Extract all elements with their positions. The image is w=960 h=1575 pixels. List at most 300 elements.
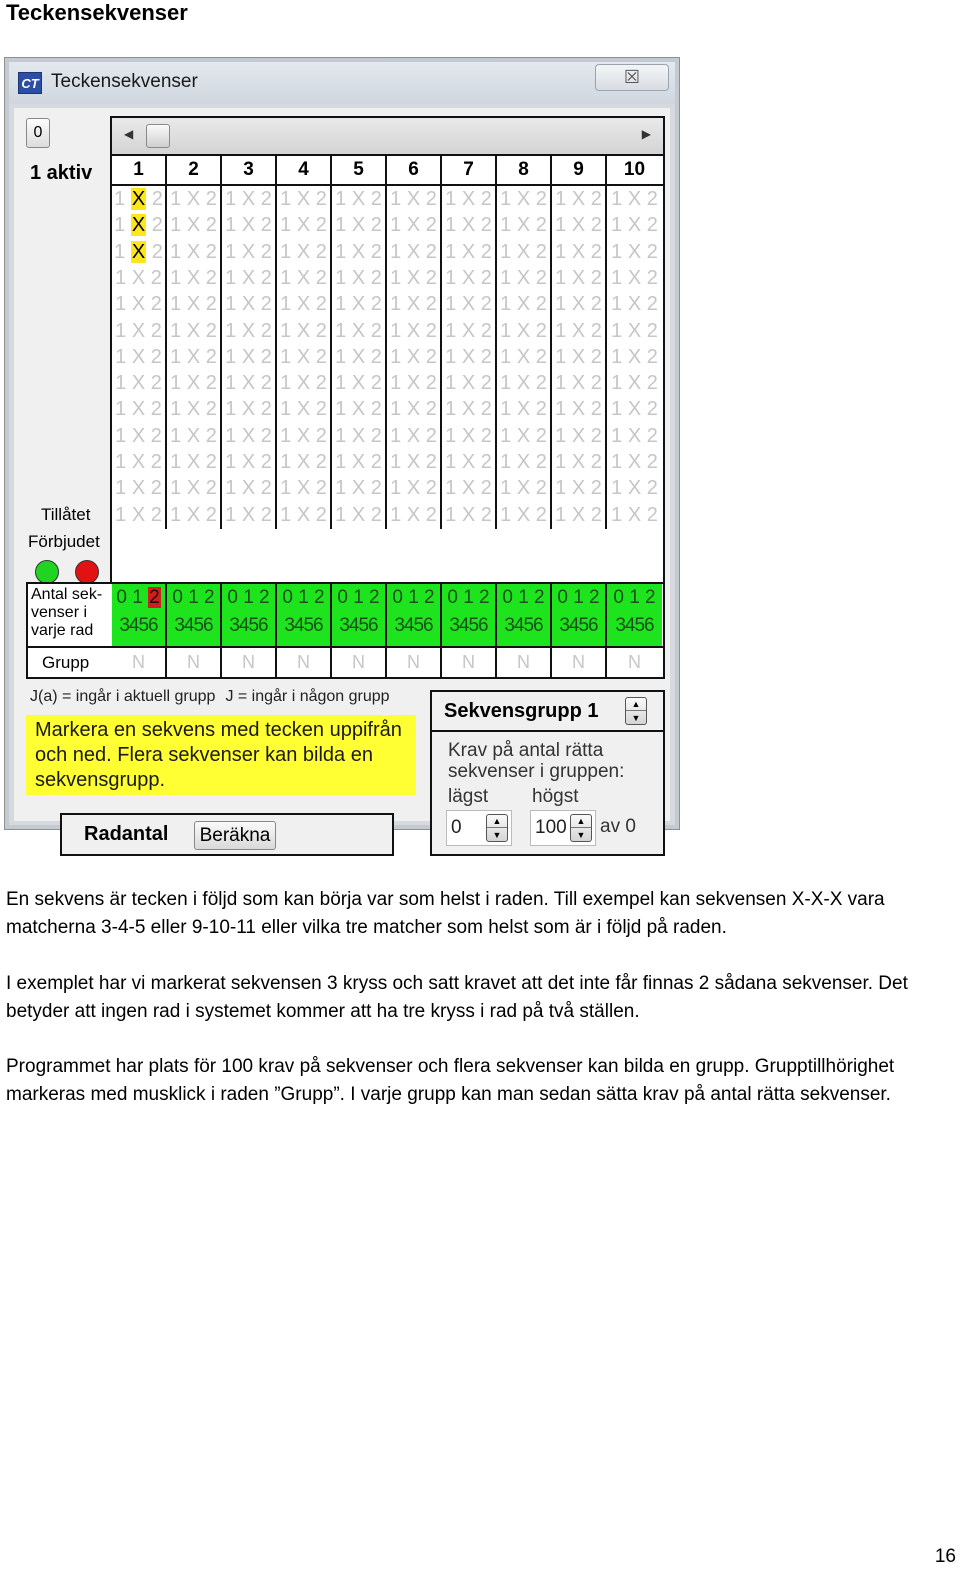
cell-option[interactable]: 2: [370, 424, 382, 447]
grid-cell[interactable]: [332, 344, 387, 371]
cell-option[interactable]: X: [461, 424, 476, 447]
cell-option[interactable]: 1: [611, 240, 623, 263]
cell-option[interactable]: 1: [500, 398, 512, 421]
grid-cell[interactable]: [442, 291, 497, 318]
cell-option[interactable]: X: [406, 214, 421, 237]
cell-option[interactable]: 2: [535, 293, 547, 316]
grid-cell[interactable]: [277, 344, 332, 371]
antal-cell[interactable]: [497, 584, 552, 646]
cell-option[interactable]: X: [186, 503, 201, 526]
antal-options-top[interactable]: 0 1 2: [116, 587, 160, 608]
cell-option[interactable]: 1: [611, 214, 623, 237]
antal-options-bottom[interactable]: 3456: [119, 615, 158, 636]
cell-option[interactable]: 2: [205, 319, 217, 342]
cell-option[interactable]: X: [186, 188, 201, 210]
cell-option[interactable]: 2: [260, 293, 272, 316]
grid-cell[interactable]: [277, 370, 332, 397]
cell-option[interactable]: 2: [370, 293, 382, 316]
grid-cell[interactable]: [552, 423, 607, 450]
cell-option[interactable]: 2: [646, 398, 658, 421]
cell-option[interactable]: 2: [480, 240, 492, 263]
grid-cell[interactable]: [277, 502, 332, 529]
cell-option[interactable]: 1: [335, 266, 347, 289]
cell-option[interactable]: 2: [150, 424, 162, 447]
cell-option[interactable]: 1: [225, 293, 237, 316]
grid-cell[interactable]: [112, 396, 167, 423]
grid-cell[interactable]: [387, 449, 442, 476]
grid-cell[interactable]: [277, 475, 332, 502]
cell-option[interactable]: X: [186, 398, 201, 421]
grid-cell[interactable]: [222, 396, 277, 423]
grid-cell[interactable]: [167, 265, 222, 292]
cell-option[interactable]: 1: [390, 266, 402, 289]
lagst-spinner[interactable]: [486, 814, 508, 842]
cell-option[interactable]: 2: [425, 188, 437, 210]
antal-options-top[interactable]: 0 1 2: [392, 587, 435, 608]
cell-option[interactable]: 2: [425, 345, 437, 368]
cell-option[interactable]: 2: [205, 345, 217, 368]
antal-cell[interactable]: [387, 584, 442, 646]
cell-option[interactable]: X: [351, 188, 366, 210]
grid-cell[interactable]: [552, 291, 607, 318]
grid-cell[interactable]: [552, 475, 607, 502]
cell-option[interactable]: 1: [170, 372, 182, 395]
cell-option[interactable]: 2: [425, 503, 437, 526]
cell-option[interactable]: 2: [535, 240, 547, 263]
cell-option[interactable]: 1: [555, 398, 567, 421]
group-spinner[interactable]: [625, 697, 647, 725]
cell-option[interactable]: X: [241, 503, 256, 526]
cell-option[interactable]: X: [516, 503, 531, 526]
cell-option[interactable]: 1: [555, 214, 567, 237]
grid-cell[interactable]: [497, 239, 552, 266]
cell-option[interactable]: X: [296, 293, 311, 316]
grid-cell[interactable]: [277, 318, 332, 345]
cell-option[interactable]: 1: [225, 319, 237, 342]
grid-cell[interactable]: [387, 370, 442, 397]
antal-options-top[interactable]: 0 1 2: [502, 587, 545, 608]
cell-option[interactable]: 2: [590, 214, 602, 237]
cell-option[interactable]: X: [241, 240, 256, 263]
grid-cell[interactable]: [167, 212, 222, 239]
cell-option[interactable]: 1: [445, 398, 457, 421]
cell-option[interactable]: 1: [611, 319, 623, 342]
grid-cell[interactable]: [112, 475, 167, 502]
grid-cell[interactable]: [607, 291, 662, 318]
cell-option[interactable]: 2: [205, 266, 217, 289]
grid-cell[interactable]: [332, 370, 387, 397]
cell-option[interactable]: 1: [170, 345, 182, 368]
cell-option[interactable]: 2: [480, 398, 492, 421]
cell-option[interactable]: X: [516, 398, 531, 421]
cell-option[interactable]: 2: [590, 266, 602, 289]
cell-option[interactable]: 2: [205, 477, 217, 500]
cell-option[interactable]: 2: [260, 477, 272, 500]
cell-option[interactable]: 2: [535, 214, 547, 237]
cell-option[interactable]: 1: [445, 188, 457, 210]
spin-up-icon[interactable]: ▲: [626, 698, 646, 711]
cell-option[interactable]: 1: [115, 424, 127, 447]
cell-option[interactable]: X: [351, 451, 366, 473]
cell-option[interactable]: X: [627, 240, 642, 263]
grid-cell[interactable]: [222, 239, 277, 266]
cell-option[interactable]: X: [296, 266, 311, 289]
close-button[interactable]: ☒: [595, 64, 669, 91]
cell-option[interactable]: X: [241, 345, 256, 368]
cell-option[interactable]: 1: [445, 240, 457, 263]
cell-option[interactable]: 2: [260, 188, 272, 210]
cell-option[interactable]: 1: [555, 345, 567, 368]
grid-cell[interactable]: [607, 318, 662, 345]
cell-option[interactable]: 2: [315, 240, 327, 263]
grid-cell[interactable]: [607, 344, 662, 371]
cell-option[interactable]: X: [241, 293, 256, 316]
cell-option[interactable]: X: [627, 293, 642, 316]
cell-option[interactable]: 1: [500, 503, 512, 526]
grid-cell[interactable]: [167, 318, 222, 345]
cell-option[interactable]: 1: [445, 372, 457, 395]
spin-down-icon[interactable]: ▼: [576, 830, 586, 840]
cell-option[interactable]: 2: [370, 503, 382, 526]
grid-cell[interactable]: [552, 239, 607, 266]
cell-option[interactable]: 1: [500, 424, 512, 447]
cell-option[interactable]: X: [131, 319, 146, 342]
cell-option[interactable]: 2: [535, 477, 547, 500]
grid-cell[interactable]: [277, 186, 332, 213]
cell-option[interactable]: 1: [115, 451, 127, 473]
cell-option[interactable]: 1: [611, 372, 623, 395]
cell-option[interactable]: 2: [370, 345, 382, 368]
cell-option[interactable]: X: [571, 345, 586, 368]
cell-option[interactable]: X: [351, 319, 366, 342]
cell-option[interactable]: 1: [500, 372, 512, 395]
cell-option[interactable]: 2: [205, 398, 217, 421]
cell-option[interactable]: X: [571, 451, 586, 473]
cell-option[interactable]: X: [406, 319, 421, 342]
cell-option[interactable]: 2: [646, 372, 658, 395]
grid-cell[interactable]: [167, 344, 222, 371]
cell-option[interactable]: 1: [500, 345, 512, 368]
cell-option[interactable]: 1: [555, 188, 567, 210]
cell-option[interactable]: X: [406, 240, 421, 263]
grupp-cell[interactable]: N: [628, 652, 641, 672]
grid-cell[interactable]: [277, 239, 332, 266]
cell-option[interactable]: X: [241, 266, 256, 289]
cell-option[interactable]: X: [186, 214, 201, 237]
cell-option[interactable]: X: [351, 293, 366, 316]
cell-option[interactable]: 1: [445, 503, 457, 526]
cell-option[interactable]: X: [351, 424, 366, 447]
grid-cell[interactable]: [497, 475, 552, 502]
cell-option[interactable]: X: [627, 319, 642, 342]
cell-option[interactable]: 2: [535, 398, 547, 421]
cell-option[interactable]: 2: [425, 319, 437, 342]
cell-option[interactable]: 2: [480, 503, 492, 526]
antal-options-bottom[interactable]: 3456: [229, 615, 268, 636]
cell-option[interactable]: X: [296, 214, 311, 237]
cell-option[interactable]: X: [351, 266, 366, 289]
cell-option[interactable]: X: [131, 451, 146, 473]
cell-option[interactable]: X: [571, 293, 586, 316]
cell-option[interactable]: 2: [315, 503, 327, 526]
antal-options-top[interactable]: 0 1 2: [172, 587, 215, 608]
cell-option[interactable]: X: [627, 477, 642, 500]
cell-option[interactable]: 1: [170, 477, 182, 500]
cell-option[interactable]: 1: [335, 214, 347, 237]
cell-option[interactable]: 2: [260, 503, 272, 526]
cell-option[interactable]: 1: [225, 240, 237, 263]
cell-option[interactable]: X: [131, 477, 146, 500]
cell-option[interactable]: 1: [555, 319, 567, 342]
grid-cell[interactable]: [607, 239, 662, 266]
grid-cell[interactable]: [222, 449, 277, 476]
cell-option[interactable]: 1: [280, 188, 292, 210]
cell-option[interactable]: 1: [225, 188, 237, 210]
cell-option[interactable]: 1: [555, 477, 567, 500]
cell-option[interactable]: 1: [390, 293, 402, 316]
grid-cell[interactable]: [112, 291, 167, 318]
cell-option[interactable]: 1: [225, 451, 237, 473]
grid-cell[interactable]: [222, 344, 277, 371]
cell-option[interactable]: 1: [611, 451, 623, 473]
cell-option[interactable]: X: [516, 451, 531, 473]
cell-option[interactable]: 1: [114, 240, 126, 263]
grid-cell[interactable]: [497, 449, 552, 476]
cell-option[interactable]: 2: [205, 372, 217, 395]
cell-option[interactable]: X: [296, 188, 311, 210]
cell-option[interactable]: 1: [280, 345, 292, 368]
cell-option[interactable]: 1: [445, 319, 457, 342]
cell-option[interactable]: 1: [390, 319, 402, 342]
allowed-radio[interactable]: [35, 560, 59, 584]
cell-option[interactable]: X: [296, 240, 311, 263]
grid-cell[interactable]: [442, 344, 497, 371]
cell-option[interactable]: X: [627, 188, 642, 210]
cell-option[interactable]: 2: [646, 240, 658, 263]
cell-option[interactable]: 1: [611, 293, 623, 316]
grid-cell[interactable]: [497, 396, 552, 423]
cell-option[interactable]: 1: [555, 240, 567, 263]
cell-option[interactable]: 2: [535, 319, 547, 342]
cell-option[interactable]: X: [351, 372, 366, 395]
cell-option[interactable]: X: [571, 319, 586, 342]
grid-cell[interactable]: [497, 186, 552, 213]
cell-option[interactable]: X: [296, 477, 311, 500]
antal-cell[interactable]: [112, 584, 167, 646]
grid-cell[interactable]: [167, 502, 222, 529]
cell-option[interactable]: X: [131, 214, 146, 237]
cell-option[interactable]: 2: [315, 424, 327, 447]
cell-option[interactable]: 1: [115, 293, 127, 316]
antal-options-top[interactable]: 0 1 2: [227, 587, 270, 608]
cell-option[interactable]: X: [351, 214, 366, 237]
grid-cell[interactable]: [277, 291, 332, 318]
antal-options-bottom[interactable]: 3456: [394, 615, 433, 636]
cell-option[interactable]: 1: [280, 372, 292, 395]
cell-option[interactable]: 2: [260, 424, 272, 447]
cell-option[interactable]: 2: [205, 424, 217, 447]
cell-option[interactable]: X: [186, 319, 201, 342]
cell-option[interactable]: 1: [170, 503, 182, 526]
cell-option[interactable]: 2: [370, 451, 382, 473]
cell-option[interactable]: 2: [480, 372, 492, 395]
cell-option[interactable]: 1: [445, 266, 457, 289]
cell-option[interactable]: X: [461, 319, 476, 342]
cell-option[interactable]: 1: [115, 398, 127, 421]
cell-option[interactable]: 1: [335, 372, 347, 395]
cell-option[interactable]: 1: [335, 319, 347, 342]
cell-option[interactable]: X: [351, 477, 366, 500]
cell-option[interactable]: 2: [646, 266, 658, 289]
cell-option[interactable]: 2: [535, 424, 547, 447]
grid-cell[interactable]: [167, 291, 222, 318]
cell-option[interactable]: 1: [445, 424, 457, 447]
zero-button[interactable]: 0: [26, 118, 50, 148]
cell-option[interactable]: X: [461, 188, 476, 210]
cell-option[interactable]: X: [516, 240, 531, 263]
grid-cell[interactable]: [112, 423, 167, 450]
cell-option[interactable]: X: [571, 188, 586, 210]
grid-cell[interactable]: [442, 186, 497, 213]
grid-cell[interactable]: [112, 239, 167, 266]
cell-option[interactable]: X: [186, 240, 201, 263]
cell-option[interactable]: X: [296, 398, 311, 421]
cell-option[interactable]: X: [131, 503, 146, 526]
antal-cell[interactable]: [277, 584, 332, 646]
cell-option[interactable]: X: [627, 266, 642, 289]
cell-option[interactable]: 1: [114, 214, 126, 237]
cell-option[interactable]: X: [131, 188, 146, 210]
cell-option[interactable]: X: [296, 503, 311, 526]
cell-option[interactable]: 2: [260, 266, 272, 289]
cell-option[interactable]: 2: [590, 451, 602, 473]
cell-option[interactable]: X: [296, 424, 311, 447]
spin-down-icon[interactable]: ▼: [631, 713, 641, 723]
grid-cell[interactable]: [552, 186, 607, 213]
grupp-cell[interactable]: N: [277, 648, 332, 677]
grid-cell[interactable]: [552, 318, 607, 345]
cell-option[interactable]: 1: [115, 345, 127, 368]
cell-option[interactable]: X: [186, 293, 201, 316]
grid-cell[interactable]: [442, 449, 497, 476]
grupp-cell[interactable]: N: [387, 648, 442, 677]
cell-option[interactable]: X: [406, 266, 421, 289]
cell-option[interactable]: 2: [150, 372, 162, 395]
cell-option[interactable]: 1: [225, 214, 237, 237]
cell-option[interactable]: 1: [611, 398, 623, 421]
grid-cell[interactable]: [112, 265, 167, 292]
grid-cell[interactable]: [387, 186, 442, 213]
cell-option[interactable]: X: [516, 188, 531, 210]
grupp-cell[interactable]: N: [167, 648, 222, 677]
cell-option[interactable]: 2: [315, 214, 327, 237]
grid-cell[interactable]: [387, 239, 442, 266]
grid-cell[interactable]: [387, 318, 442, 345]
cell-option[interactable]: 1: [170, 266, 182, 289]
cell-option[interactable]: X: [627, 451, 642, 473]
cell-option[interactable]: 1: [445, 214, 457, 237]
grid-cell[interactable]: [552, 370, 607, 397]
grid-cell[interactable]: [222, 291, 277, 318]
grid-cell[interactable]: [222, 370, 277, 397]
hogst-spinner[interactable]: [570, 814, 592, 842]
grupp-cell[interactable]: N: [497, 648, 552, 677]
cell-option[interactable]: 1: [115, 372, 127, 395]
cell-option[interactable]: X: [406, 398, 421, 421]
cell-option[interactable]: 1: [170, 214, 182, 237]
grid-cell[interactable]: [332, 291, 387, 318]
cell-option[interactable]: 2: [480, 293, 492, 316]
cell-option[interactable]: 2: [425, 266, 437, 289]
grid-cell[interactable]: [442, 370, 497, 397]
cell-option[interactable]: 2: [150, 451, 162, 473]
cell-option[interactable]: X: [241, 188, 256, 210]
cell-option[interactable]: X: [461, 477, 476, 500]
cell-option[interactable]: 1: [390, 214, 402, 237]
cell-option[interactable]: 2: [590, 240, 602, 263]
cell-option[interactable]: 1: [225, 266, 237, 289]
cell-option[interactable]: 2: [590, 398, 602, 421]
cell-option[interactable]: 2: [150, 293, 162, 316]
cell-option[interactable]: X: [516, 214, 531, 237]
cell-option[interactable]: 1: [335, 398, 347, 421]
cell-option[interactable]: 1: [500, 188, 512, 210]
cell-option[interactable]: 2: [370, 240, 382, 263]
cell-option[interactable]: 2: [646, 451, 658, 473]
cell-option[interactable]: 2: [205, 451, 217, 473]
antal-options-bottom[interactable]: 3456: [559, 615, 598, 636]
grid-cell[interactable]: [387, 502, 442, 529]
grid-cell[interactable]: [497, 318, 552, 345]
cell-option[interactable]: 2: [260, 214, 272, 237]
antal-options-top[interactable]: 0 1 2: [613, 587, 656, 608]
cell-option[interactable]: X: [516, 372, 531, 395]
cell-option[interactable]: 1: [335, 451, 347, 473]
cell-option[interactable]: X: [627, 398, 642, 421]
grupp-cell[interactable]: N: [222, 648, 277, 677]
cell-option[interactable]: X: [296, 451, 311, 473]
antal-options-bottom[interactable]: 3456: [504, 615, 543, 636]
cell-option[interactable]: X: [241, 372, 256, 395]
cell-option[interactable]: 2: [370, 188, 382, 210]
cell-option[interactable]: 2: [590, 345, 602, 368]
cell-option[interactable]: 2: [535, 451, 547, 473]
grid-cell[interactable]: [332, 318, 387, 345]
cell-option[interactable]: 1: [280, 266, 292, 289]
cell-option[interactable]: X: [461, 451, 476, 473]
cell-option[interactable]: 2: [315, 188, 327, 210]
cell-option[interactable]: 1: [611, 477, 623, 500]
cell-option[interactable]: X: [351, 398, 366, 421]
scroll-right-icon[interactable]: ▶: [641, 127, 651, 141]
cell-option[interactable]: X: [296, 345, 311, 368]
cell-option[interactable]: X: [241, 451, 256, 473]
antal-options-bottom[interactable]: 3456: [615, 615, 654, 636]
cell-option[interactable]: 2: [260, 240, 272, 263]
cell-option[interactable]: 1: [280, 398, 292, 421]
cell-option[interactable]: 2: [646, 477, 658, 500]
grid-cell[interactable]: [442, 265, 497, 292]
cell-option[interactable]: 1: [555, 424, 567, 447]
cell-option[interactable]: 1: [280, 214, 292, 237]
cell-option[interactable]: 1: [335, 240, 347, 263]
cell-option[interactable]: 1: [280, 293, 292, 316]
cell-option[interactable]: X: [406, 451, 421, 473]
cell-option[interactable]: 1: [335, 188, 347, 210]
cell-option[interactable]: 2: [590, 424, 602, 447]
cell-option[interactable]: 2: [646, 345, 658, 368]
grid-cell[interactable]: [167, 475, 222, 502]
